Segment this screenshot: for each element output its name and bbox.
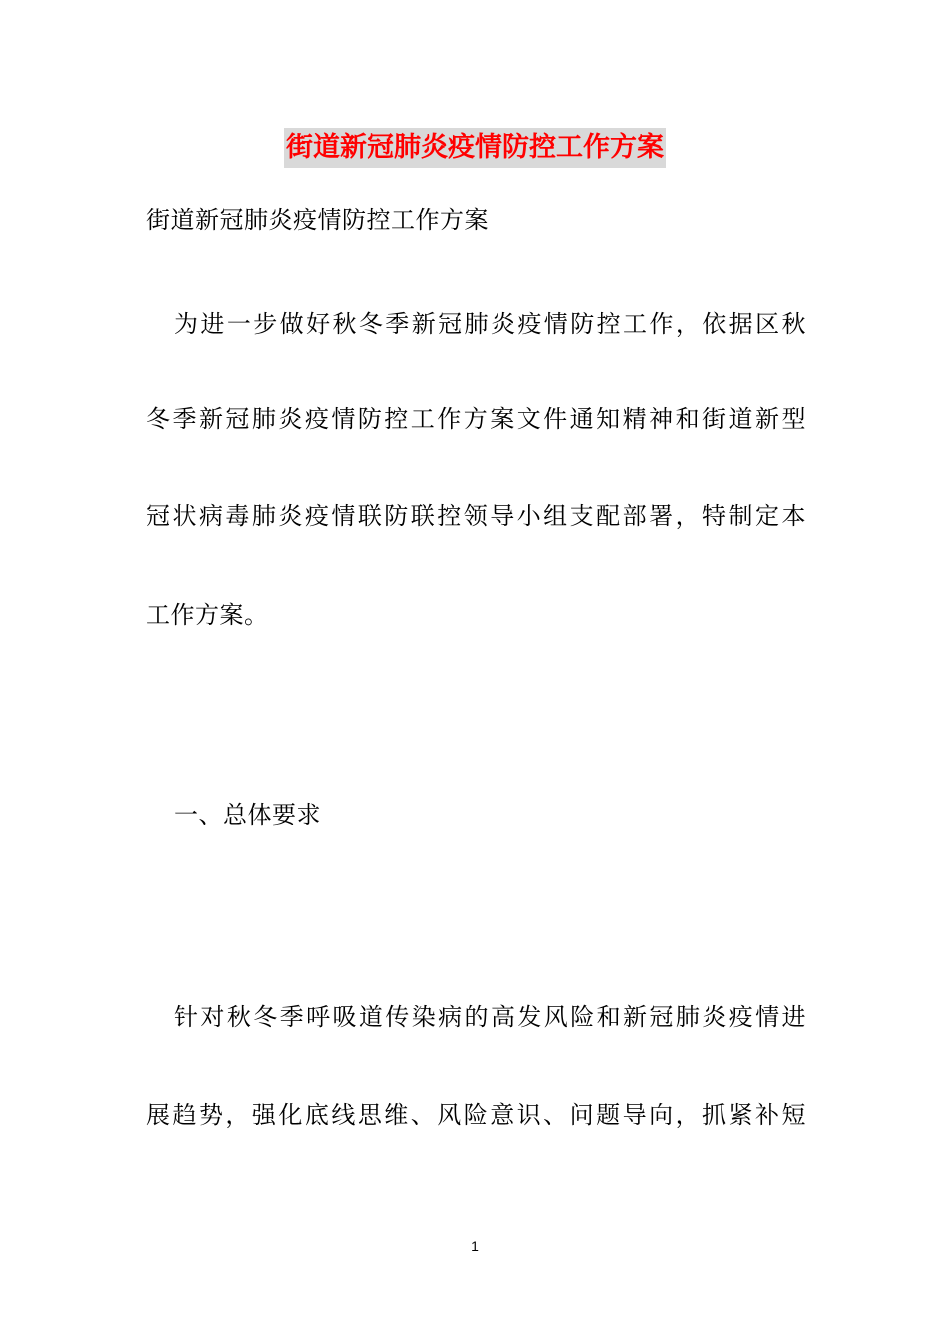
- paragraph-1-line-2: 冬季新冠肺炎疫情防控工作方案文件通知精神和街道新型: [146, 405, 806, 433]
- paragraph-2-line-2: 展趋势，强化底线思维、风险意识、问题导向，抓紧补短: [146, 1101, 806, 1129]
- paragraph-1-line-1: 为进一步做好秋冬季新冠肺炎疫情防控工作，依据区秋: [174, 310, 806, 338]
- paragraph-1-line-4: 工作方案。: [146, 601, 269, 629]
- paragraph-1-line-3: 冠状病毒肺炎疫情联防联控领导小组支配部署，特制定本: [146, 502, 806, 530]
- page-number: 1: [471, 1238, 479, 1254]
- title-container: [0, 128, 950, 168]
- document-subtitle: 街道新冠肺炎疫情防控工作方案: [146, 206, 489, 234]
- document-title: 街道新冠肺炎疫情防控工作方案: [284, 128, 666, 168]
- section-heading: 一、总体要求: [174, 801, 321, 829]
- paragraph-2-line-1: 针对秋冬季呼吸道传染病的高发风险和新冠肺炎疫情进: [174, 1003, 806, 1031]
